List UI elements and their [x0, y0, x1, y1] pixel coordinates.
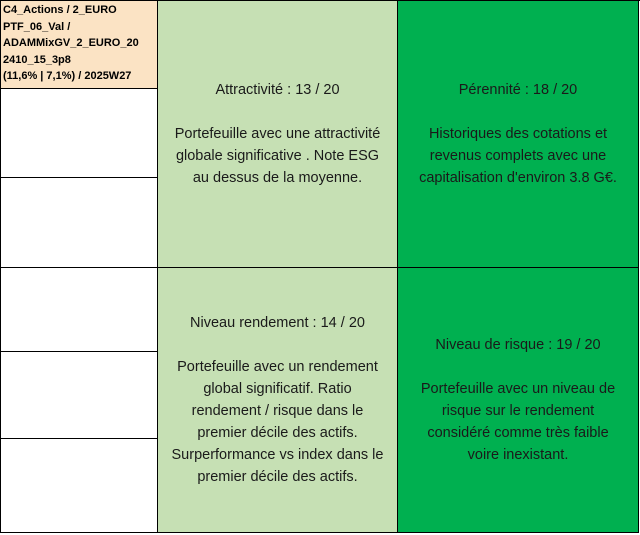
attractivite-text: globale significative . Note ESG — [175, 148, 380, 164]
rendement-text: Surperformance vs index dans le — [171, 447, 384, 463]
rendement-title: Niveau rendement : 14 / 20 — [190, 315, 365, 331]
risque-text: considéré comme très faible — [427, 425, 609, 441]
rendement-text: premier décile des actifs. — [197, 469, 358, 485]
attractivite-cell — [158, 1, 398, 268]
header-line: 2410_15_3p8 — [3, 53, 71, 66]
risque-text: voire inexistant. — [467, 447, 569, 463]
risque-text: Portefeuille avec un niveau de — [420, 381, 616, 397]
attractivite-text: Portefeuille avec une attractivité — [174, 126, 381, 142]
rendement-text: rendement / risque dans le — [191, 403, 364, 419]
blank-cell — [0, 439, 158, 533]
blank-cell — [0, 89, 158, 178]
perennite-text: capitalisation d'environ 3.8 G€. — [419, 170, 617, 186]
blank-cell — [0, 268, 158, 352]
attractivite-title: Attractivité : 13 / 20 — [215, 82, 340, 98]
risque-cell — [398, 268, 639, 533]
risque-text: risque sur le rendement — [441, 403, 595, 419]
header-line: ADAMMixGV_2_EURO_20 — [3, 37, 139, 49]
perennite-text: revenus complets avec une — [429, 148, 607, 164]
risque-title: Niveau de risque : 19 / 20 — [435, 337, 601, 353]
perennite-text: Historiques des cotations et — [428, 126, 608, 142]
blank-cell — [0, 352, 158, 439]
perennite-cell — [398, 1, 639, 268]
rendement-text: premier décile des actifs. — [197, 425, 358, 441]
rendement-text: global significatif. Ratio — [203, 381, 352, 397]
rendement-cell — [158, 268, 398, 533]
blank-cell — [0, 178, 158, 268]
header-line: C4_Actions / 2_EURO — [3, 4, 117, 16]
header-line: PTF_06_Val / — [3, 20, 71, 33]
rendement-text: Portefeuille avec un rendement — [177, 359, 378, 375]
header-line: (11,6% | 7,1%) / 2025W27 — [3, 70, 132, 82]
perennite-title: Pérennité : 18 / 20 — [458, 82, 578, 98]
attractivite-text: au dessus de la moyenne. — [192, 170, 363, 186]
portfolio-header-cell — [0, 0, 158, 89]
